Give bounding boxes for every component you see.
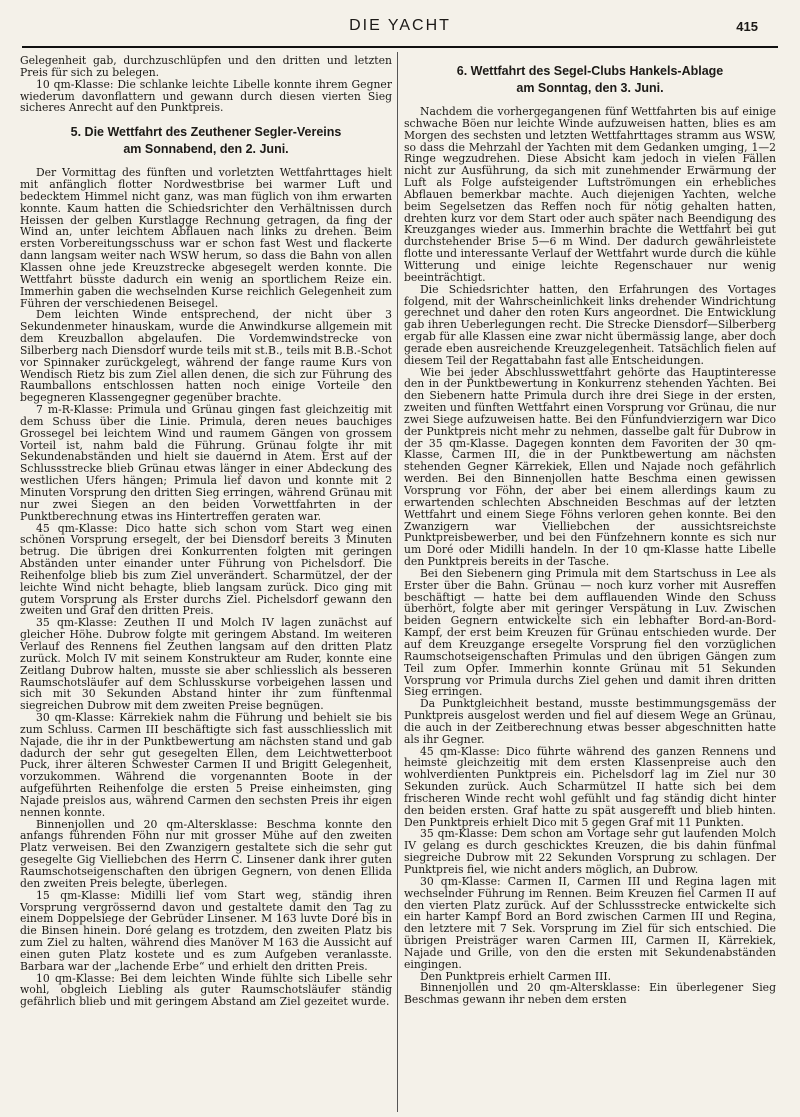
body-paragraph: Bei den Siebenern ging Primula mit dem Startschuss in Lee als Erster über die Bahn. Grünau — noch kurz vorher mit Ausreffen beschäftigt — hatte bei dem aufflauenden Winde den Schuss überhört, folgte aber mit geringer Verspätung in Luv. Zwischen beiden Gegnern entwickelte sich ein lebhafter Bord-an-Bord-Kampf, der erst beim Kreuzen für Grünau entschieden wurde. Der auf dem Kreuzgange ersegelte Vorsprung fiel den vorzüglichen Raumschotseigenschaften Primulas und den übrigen Gängen zum Teil zum Opfer. Immerhin konnte Grünau mit 51 Sekunden Vorsprung vor Primula durchs Ziel gehen und damit ihren dritten Sieg erringen. xyxy=(404,566,776,699)
body-paragraph: 15 qm-Klasse: Midilli lief vom Start weg, ständig ihren Vorsprung vergrössernd davon und gestaltete damit den Tag zu einem Doppelsiege der Gebrüder Linsener. M 163 luvte Doré bis in die Binsen hinein. Doré gelang es trotzdem, den zweiten Platz bis zum Ziel zu halten, während dies Manöver M 163 die Aussicht auf einen guten Platz kostete und es zum Aufgeben veranlasste. Barbara war der „lachende Erbe“ und erhielt den dritten Preis. xyxy=(20,888,392,973)
body-paragraph: 45 qm-Klasse: Dico hatte sich schon vom Start weg einen schönen Vorsprung ersegelt, der bei Diensdorf bereits 3 Minuten betrug. Die übrigen drei Konkurrenten folgten mit geringen Abständen unter einander unter Führung von Pichelsdorf. Die Reihenfolge blieb bis zum Ziel unverändert. Scharmützel, der der leichte Wind nicht behagte, blieb langsam zurück. Dico ging mit gutem Vorsprung als Erster durchs Ziel. Pichelsdorf gewann den zweiten und Graf den dritten Preis. xyxy=(20,521,392,618)
body-paragraph: Dem leichten Winde entsprechend, der nicht über 3 Sekundenmeter hinauskam, wurde die Anwindkurse allgemein mit dem Kreuzballon abgelaufen. Die Vordemwindstrecke von Silberberg nach Diensdorf wurde teils mit st.B., teils mit B.B.-Schot vor Spinnaker zurückgelegt, während der fange raume Kurs von Wendisch Rietz bis zum Ziel allen denen, die sich zur Führung des Raumballons entschlossen hatten noch einige Vorteile den begegneren Klassengegner gegenüber brachte. xyxy=(20,308,392,405)
page-header xyxy=(0,0,800,46)
header-rule xyxy=(22,46,778,48)
section-heading-line: am Sonntag, den 3. Juni. xyxy=(516,81,664,95)
left-column xyxy=(20,55,392,1115)
body-paragraph: Der Vormittag des fünften und vorletzten Wettfahrttages hielt mit anfänglich flotter Nordwestbrise bei warmer Luft und bedecktem Himmel nicht ganz, was man füglich von ihm erwarten konnte. Kaum hatten die Schiedsrichter den Verhältnissen durch Heissen der gelben Kurstlagge Rechnung getragen, da fing der Wind an, unter leichtem Abflauen nach links zu drehen. Beim ersten Vorbereitungsschuss war er schon fast West und flackerte dann langsam weiter nach WSW herum, so dass die Bahn von allen Klassen ohne jede Kreuzstrecke abgesegelt werden konnte. Die Wettfahrt büsste dadurch ein wenig an sportlichem Reize ein. Immerhin gaben die wechselnden Kurse reichlich Gelegenheit zum Führen der verschiedenen Beisegel. xyxy=(20,166,392,310)
page-number: 415 xyxy=(736,19,758,34)
body-paragraph: Nachdem die vorhergegangenen fünf Wettfahrten bis auf einige schwache Böen nur leichte Winde aufzuweisen hatten, blies es am Morgen des sechsten und letzten Wettfahrttages stramm aus WSW, so dass die Mehrzahl der Yachten mit dem Gedanken umging, 1—2 Ringe wegzudrehen. Diese Absicht kam jedoch in vielen Fällen nicht zur Ausführung, da sich mit zunehmender Erwärmung der Luft als Folge aufsteigender Luftströmungen ein erhebliches Abflauen bemerkbar machte. Auch diejenigen Yachten, welche beim Segelsetzen das Reffen noch für nötig gehalten hatten, drehten kurz vor dem Start oder auch später nach Beendigung des Kreuzganges wieder aus. Immerhin brachte die Wettfahrt bei gut durchstehender Brise 5—6 m Wind. Der dadurch gewährleistete flotte und interessante Verlauf der Wettfahrt wurde durch die kühle Witterung und einige leichte Regenschauer nur wenig beeinträchtigt. xyxy=(404,105,776,284)
body-paragraph: Da Punktgleichheit bestand, musste bestimmungsgemäss der Punktpreis ausgelost werden und fiel auf diesem Wege an Grünau, die auch in der Zeitberechnung etwas besser abgeschnitten hatte als ihr Gegner. xyxy=(404,697,776,746)
section-heading-line: 5. Die Wettfahrt des Zeuthener Segler-Vereins xyxy=(70,125,342,140)
body-paragraph: 35 qm-Klasse: Zeuthen II und Molch IV lagen zunächst auf gleicher Höhe. Dubrow folgte mit geringem Abstand. Im weiteren Verlauf des Rennens fiel Zeuthen langsam auf den dritten Platz zurück. Molch IV mit seinem Konstrukteur am Ruder, konnte eine Zeitlang Dubrow halten, musste sie aber schliesslich als besseren Raumschotsläufer auf dem Schlusskurse vorbeigehen lassen und sich mit 30 Sekunden Abstand hinter ihr zum fünftenmal siegreichen Dubrow mit dem zweiten Preise begnügen. xyxy=(20,616,392,713)
right-column xyxy=(404,55,776,1115)
body-paragraph: Den Punktpreis erhielt Carmen III. xyxy=(420,969,612,983)
body-paragraph: Die Schiedsrichter hatten, den Erfahrungen des Vortages folgend, mit der Wahrscheinlichkeit links drehender Windrichtung gerechnet und daher den roten Kurs angeordnet. Die Entwicklung gab ihren Ueberlegungen recht. Die Strecke Diensdorf—Silberberg ergab für alle Klassen eine zwar nicht übermässig lange, aber doch gerade eben ausreichende Kreuzgelegenheit. Tatsächlich fielen auf diesem Teil der Regattabahn fast alle Entscheidungen. xyxy=(404,282,776,367)
body-paragraph: 10 qm-Klasse: Bei dem leichten Winde fühlte sich Libelle sehr wohl, obgleich Liebling als guter Raumschotsläufer ständig gefährlich blieb und mit geringem Abstand am Ziel gezeitet wurde. xyxy=(20,971,392,1009)
body-paragraph: Gelegenheit gab, durchzuschlüpfen und den dritten und letzten Preis für sich zu belegen. xyxy=(20,55,392,79)
body-paragraph: 45 qm-Klasse: Dico führte während des ganzen Rennens und heimste gleichzeitig mit dem ersten Klassenpreise auch den wohlverdienten Punktpreis ein. Pichelsdorf lag im Ziel nur 30 Sekunden zurück. Auch Scharmützel II hatte sich bei dem frischeren Winde recht wohl gefühlt und fag ständig dicht hinter den beiden ersten. Graf hatte zu spät ausgerefft und blieb hinten. Den Punktpreis erhielt Dico mit 5 gegen Graf mit 11 Punkten. xyxy=(404,744,776,829)
body-paragraph: Binnenjollen und 20 qm-Altersklasse: Ein überlegener Sieg Beschmas gewann ihr neben dem ersten xyxy=(404,981,776,1007)
section-heading-line: am Sonnabend, den 2. Juni. xyxy=(123,142,289,157)
body-paragraph: Binnenjollen und 20 qm-Altersklasse: Beschma konnte den anfangs führenden Föhn nur mit grosser Mühe auf den zweiten Platz verweisen. Bei den Zwanzigern gestaltete sich die sehr gut gesegelte Gig Vielliebchen des Herrn C. Linsener dank ihrer guten Raumschotseigenschaften den übrigen Gegnern, von denen Ellida den zweiten Preis belegte, überlegen. xyxy=(20,817,392,890)
running-title: DIE YACHT xyxy=(349,17,451,34)
body-paragraph: 7 m-R-Klasse: Primula und Grünau gingen fast gleichzeitig mit dem Schuss über die Linie. Primula, deren neues bauchiges Grossegel bei leichtem Wind und raumem Gängen von grossem Vorteil ist, nahm bald die Führung. Grünau folgte ihr mit Sekundenabständen und hielt sie dauernd in Atem. Erst auf der Schlussstrecke blieb Grünau etwas länger in einer Abdeckung des westlichen Ufers hängen; Primula lief davon und konnte mit 2 Minuten Vorsprung den dritten Sieg erringen, während Grünau mit nur zwei Siegen an den beiden Vorwettfahrten in der Punktberechnung etwas ins Hintertreffen geraten war. xyxy=(20,403,392,523)
column-divider xyxy=(397,52,398,1112)
body-paragraph: 10 qm-Klasse: Die schlanke leichte Libelle konnte ihrem Gegner wiederum davonflattern und gewann durch diesen vierten Sieg sicheres Anrecht auf den Punktpreis. xyxy=(20,77,392,115)
section-heading-6 xyxy=(404,63,776,97)
body-paragraph: Wie bei jeder Abschlusswettfahrt gehörte das Hauptinteresse den in der Punktbewertung in Konkurrenz stehenden Yachten. Bei den Siebenern hatte Primula durch ihre drei Siege in der ersten, zweiten und fünften Wettfahrt einen Vorsprung vor Grünau, die nur zwei Siege aufzuweisen hatte. Bei den Fünfundvierzigern war Dico der Punktpreis nicht mehr zu nehmen, dasselbe galt für Dubrow in der 35 qm-Klasse. Dagegen konnten dem Favoriten der 30 qm-Klasse, Carmen III, die in der Punktbewertung am nächsten stehenden Gegner Kärrekiek, Ellen und Najade noch gefährlich werden. Bei den Binnenjollen hatte Beschma einen gewissen Vorsprung vor Föhn, der aber bei einem allerdings kaum zu erwartenden schlechten Abschneiden Beschmas auf der letzten Wettfahrt und einem Siege Föhns verloren gehen konnte. Bei den Zwanzigern war Vielliebchen der aussichtsreichste Punktpreisbewerber, und bei den Fünfzehnern konnte es sich nur um Doré oder Midilli handeln. In der 10 qm-Klasse hatte Libelle den Punktpreis bereits in der Tasche. xyxy=(404,365,776,569)
body-paragraph: 30 qm-Klasse: Carmen II, Carmen III und Regina lagen mit wechselnder Führung im Rennen. Beim Kreuzen fiel Carmen II auf den vierten Platz zurück. Auf der Schlussstrecke entwickelte sich ein harter Kampf Bord an Bord zwischen Carmen III und Regina, den letztere mit 7 Sek. Vorsprung im Ziel für sich entschied. Die übrigen Preisträger waren Carmen III, Carmen II, Kärrekiek, Najade und Grille, von den die ersten mit Sekundenabständen eingingen. xyxy=(404,874,776,971)
section-heading-line: 6. Wettfahrt des Segel-Clubs Hankels-Ablage xyxy=(456,64,724,78)
section-heading-5 xyxy=(20,124,392,158)
body-paragraph: 30 qm-Klasse: Kärrekiek nahm die Führung und behielt sie bis zum Schluss. Carmen III beschäftigte sich fast ausschliesslich mit Najade, die ihr in der Punktbewertung am nächsten stand und gab dadurch der sehr gut gesegelten Ellen, dem Leichtwetterboot Puck, ihrer älteren Schwester Carmen II und Brigitt Gelegenheit, vorzukommen. Während die vorgenannten Boote in der aufgeführten Reihenfolge die ersten 5 Preise einheimsten, ging Najade preislos aus, während Carmen den sechsten Preis ihr eigen nennen konnte. xyxy=(20,711,392,819)
body-paragraph: 35 qm-Klasse: Dem schon am Vortage sehr gut laufenden Molch IV gelang es durch geschicktes Kreuzen, die bis dahin fünfmal siegreiche Dubrow mit 22 Sekunden Vorsprung zu schlagen. Der Punktpreis fiel, wie nicht anders möglich, an Dubrow. xyxy=(404,827,776,876)
